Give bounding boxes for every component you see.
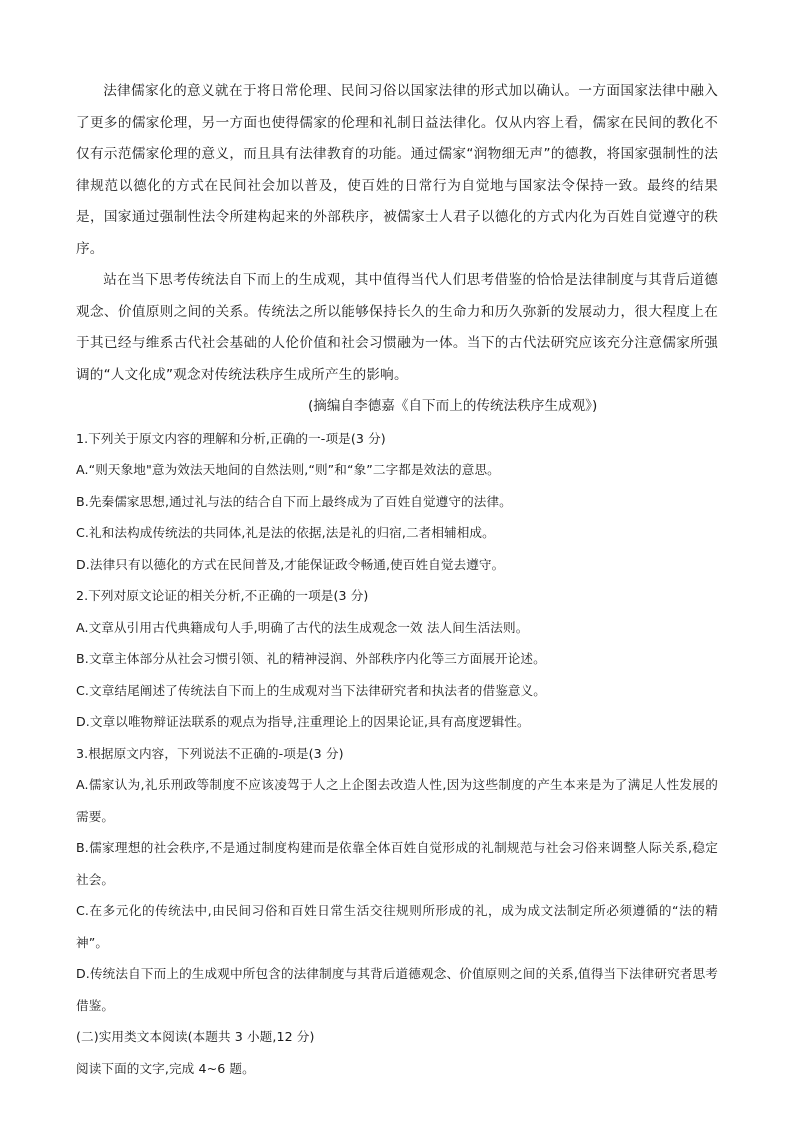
section-instruction: 阅读下面的文字,完成 4~6 题。 xyxy=(76,1060,255,1076)
option-c: C.在多元化的传统法中,由民间习俗和百姓日常生活交往规则所形成的礼，成为成文法制定所必须遵循的“法的精神”。 xyxy=(76,903,718,950)
option-c: C.文章结尾阐述了传统法自下而上的生成观对当下法律研究者和执法者的借鉴意义。 xyxy=(76,682,546,698)
section-heading: (二)实用类文本阅读(本题共 3 小题,12 分) xyxy=(76,1029,315,1044)
question-3 xyxy=(76,738,718,1022)
body-paragraph-1: 法律儒家化的意义就在于将日常伦理、民间习俗以国家法律的形式加以确认。一方面国家法律中融入了更多的儒家伦理，另一方面也使得儒家的伦理和礼制日益法律化。仅从内容上看，儒家在民间的教化不仅有示范儒家伦理的意义，而且具有法律教育的功能。通过儒家“润物细无声”的德教，将国家强制性的法律规范以德化的方式在民间社会加以普及，使百姓的日常行为自觉地与国家法令保持一致。最终的结果是，国家通过强制性法令所建构起来的外部秩序，被儒家士人君子以德化的方式内化为百姓自觉遵守的秩序。 xyxy=(76,83,718,257)
question-title: 2.下列对原文论证的相关分析,不正确的一项是(3 分) xyxy=(76,588,369,603)
option-a: A.儒家认为,礼乐刑政等制度不应该凌驾于人之上企图去改造人性,因为这些制度的产生本来是为了满足人性发展的需要。 xyxy=(76,777,718,824)
question-2 xyxy=(76,580,718,738)
option-b: B.儒家理想的社会秩序,不是通过制度构建而是依靠全体百姓自觉形成的礼制规范与社会习俗来调整人际关系,稳定社会。 xyxy=(76,840,718,887)
question-title: 3.根据原文内容，下列说法不正确的-项是(3 分) xyxy=(76,745,344,761)
document-page xyxy=(76,76,718,1084)
option-d: D.法律只有以德化的方式在民间普及,才能保证政令畅通,使百姓自觉去遵守。 xyxy=(76,556,505,572)
question-1 xyxy=(76,423,718,581)
option-a: A.文章从引用古代典籍成句人手,明确了古代的法生成观念一效 法人间生活法则。 xyxy=(76,619,529,635)
body-paragraph-2: 站在当下思考传统法自下而上的生成观，其中值得当代人们思考借鉴的恰恰是法律制度与其背后道德观念、价值原则之间的关系。传统法之所以能够保持长久的生命力和历久弥新的发展动力，很大程度上在于其已经与维系古代社会基础的人伦价值和社会习惯融为一体。当下的古代法研究应该充分注意儒家所强调的“人文化成”观念对传统法秩序生成所产生的影响。 xyxy=(76,272,718,383)
source-citation: (摘编自李德嘉《自下而上的传统法秩序生成观》) xyxy=(308,398,598,414)
option-d: D.文章以唯物辩证法联系的观点为指导,注重理论上的因果论证,具有高度逻辑性。 xyxy=(76,714,530,729)
option-b: B.先秦儒家思想,通过礼与法的结合自下而上最终成为了百姓自觉遵守的法律。 xyxy=(76,493,512,509)
option-d: D.传统法自下而上的生成观中所包含的法律制度与其背后道德观念、价值原则之间的关系,值得当下法律研究者思考借鉴。 xyxy=(76,966,718,1013)
option-a: A.“则天象地"意为效法天地间的自然法则,“则”和“象”二字都是效法的意思。 xyxy=(76,462,500,477)
option-b: B.文章主体部分从社会习惯引领、礼的精神浸润、外部秩序内化等三方面展开论述。 xyxy=(76,651,546,666)
question-title: 1.下列关于原文内容的理解和分析,正确的一-项是(3 分) xyxy=(76,430,386,446)
option-c: C.礼和法构成传统法的共同体,礼是法的依据,法是礼的归宿,二者相辅相成。 xyxy=(76,525,495,540)
